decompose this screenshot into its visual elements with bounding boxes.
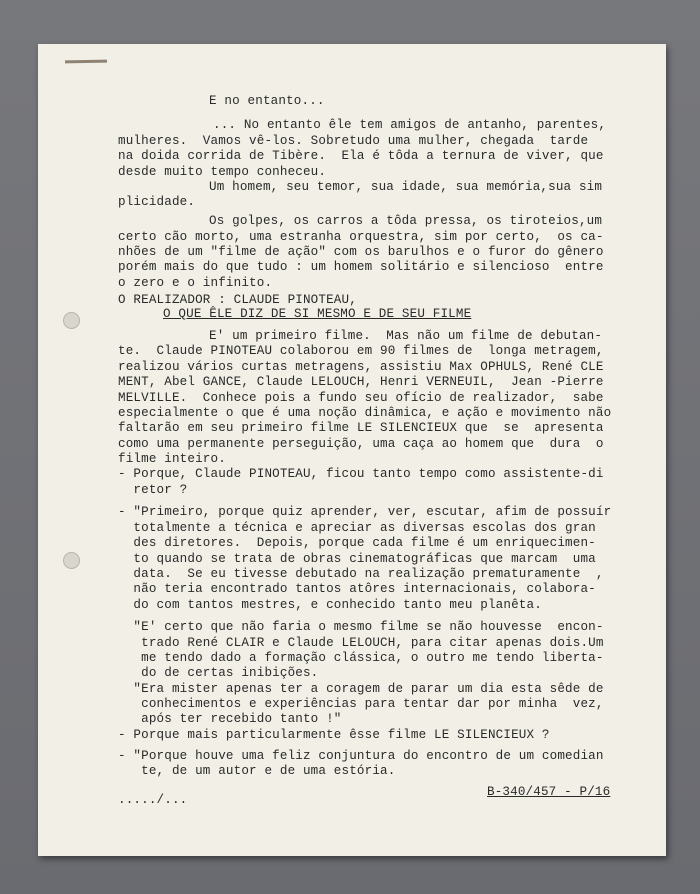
text-line: mulheres. Vamos vê-los. Sobretudo uma mulher, chegada tarde [118,134,589,148]
text-line: E no entanto... [209,94,325,108]
punch-hole-bottom [63,552,80,569]
text-line: me tendo dado a formação clássica, o outro me tendo liberta- [118,651,604,665]
text-line: após ter recebido tanto !" [118,712,342,726]
text-line: - Porque mais particularmente êsse filme LE SILENCIEUX ? [118,728,550,742]
footer-continuation: ...../... [118,793,188,807]
text-line: porém mais do que tudo : um homem solitário e silencioso entre [118,260,604,274]
text-line: "Era mister apenas ter a coragem de parar um dia esta sêde de [118,682,604,696]
text-line: retor ? [118,483,188,497]
text-line: do de certas inibições. [118,666,319,680]
text-line: faltarão em seu primeiro filme LE SILENCIEUX que se apresenta [118,421,604,435]
text-line: MELVILLE. Conhece pois a fundo seu ofício de realizador, sabe [118,391,604,405]
text-line: conhecimentos e experiências para tentar dar por minha vez, [118,697,604,711]
text-line: certo cão morto, uma estranha orquestra, sim por certo, os ca- [118,230,604,244]
text-line: - "Primeiro, porque quiz aprender, ver, escutar, afim de possuír [118,505,612,519]
text-line: O REALIZADOR : CLAUDE PINOTEAU, [118,293,357,307]
text-line: realizou vários curtas metragens, assistiu Max OPHULS, René CLE [118,360,604,374]
text-line: Um homem, seu temor, sua idade, sua memória,sua sim [209,180,603,194]
text-line: não teria encontrado tantos atôres internacionais, colabora- [118,582,596,596]
punch-hole-top [63,312,80,329]
text-line: Os golpes, os carros a tôda pressa, os tiroteios,um [209,214,603,228]
text-line: MENT, Abel GANCE, Claude LELOUCH, Henri VERNEUIL, Jean -Pierre [118,375,604,389]
footer-reference: B-340/457 - P/16 [487,785,611,799]
text-line: especialmente o que é uma noção dinâmica, e ação e movimento não [118,406,612,420]
text-line: o zero e o infinito. [118,276,273,290]
text-line: - "Porque houve uma feliz conjuntura do encontro de um comedian [118,749,604,763]
text-line: do com tantos mestres, e conhecido tanto meu planêta. [118,598,542,612]
staple-mark [65,60,107,64]
text-line: data. Se eu tivesse debutado na realização prematuramente , [118,567,604,581]
text-line: "E' certo que não faria o mesmo filme se não houvesse encon- [118,620,604,634]
text-line: te, de um autor e de uma estória. [118,764,396,778]
text-line: totalmente a técnica e apreciar as diversas escolas dos gran [118,521,596,535]
text-line: na doida corrida de Tibère. Ela é tôda a ternura de viver, que [118,149,604,163]
text-line: E' um primeiro filme. Mas não um filme de debutan- [209,329,603,343]
text-line: O QUE ÊLE DIZ DE SI MESMO E DE SEU FILME [163,307,472,321]
text-line: nhões de um "filme de ação" com os barulhos e o furor do gênero [118,245,604,259]
text-line: plicidade. [118,195,196,209]
text-line: trado René CLAIR e Claude LELOUCH, para citar apenas dois.Um [118,636,604,650]
text-line: filme inteiro. [118,452,226,466]
text-line: to quando se trata de obras cinematográficas que marcam uma [118,552,596,566]
text-line: te. Claude PINOTEAU colaborou em 90 filmes de longa metragem, [118,344,604,358]
text-line: des diretores. Depois, porque cada filme é um enriquecimen- [118,536,596,550]
text-line: desde muito tempo conheceu. [118,165,327,179]
text-line: - Porque, Claude PINOTEAU, ficou tanto tempo como assistente-di [118,467,604,481]
text-line: ... No entanto êle tem amigos de antanho, parentes, [213,118,607,132]
text-line: como uma permanente perseguição, uma caça ao homem que dura o [118,437,604,451]
